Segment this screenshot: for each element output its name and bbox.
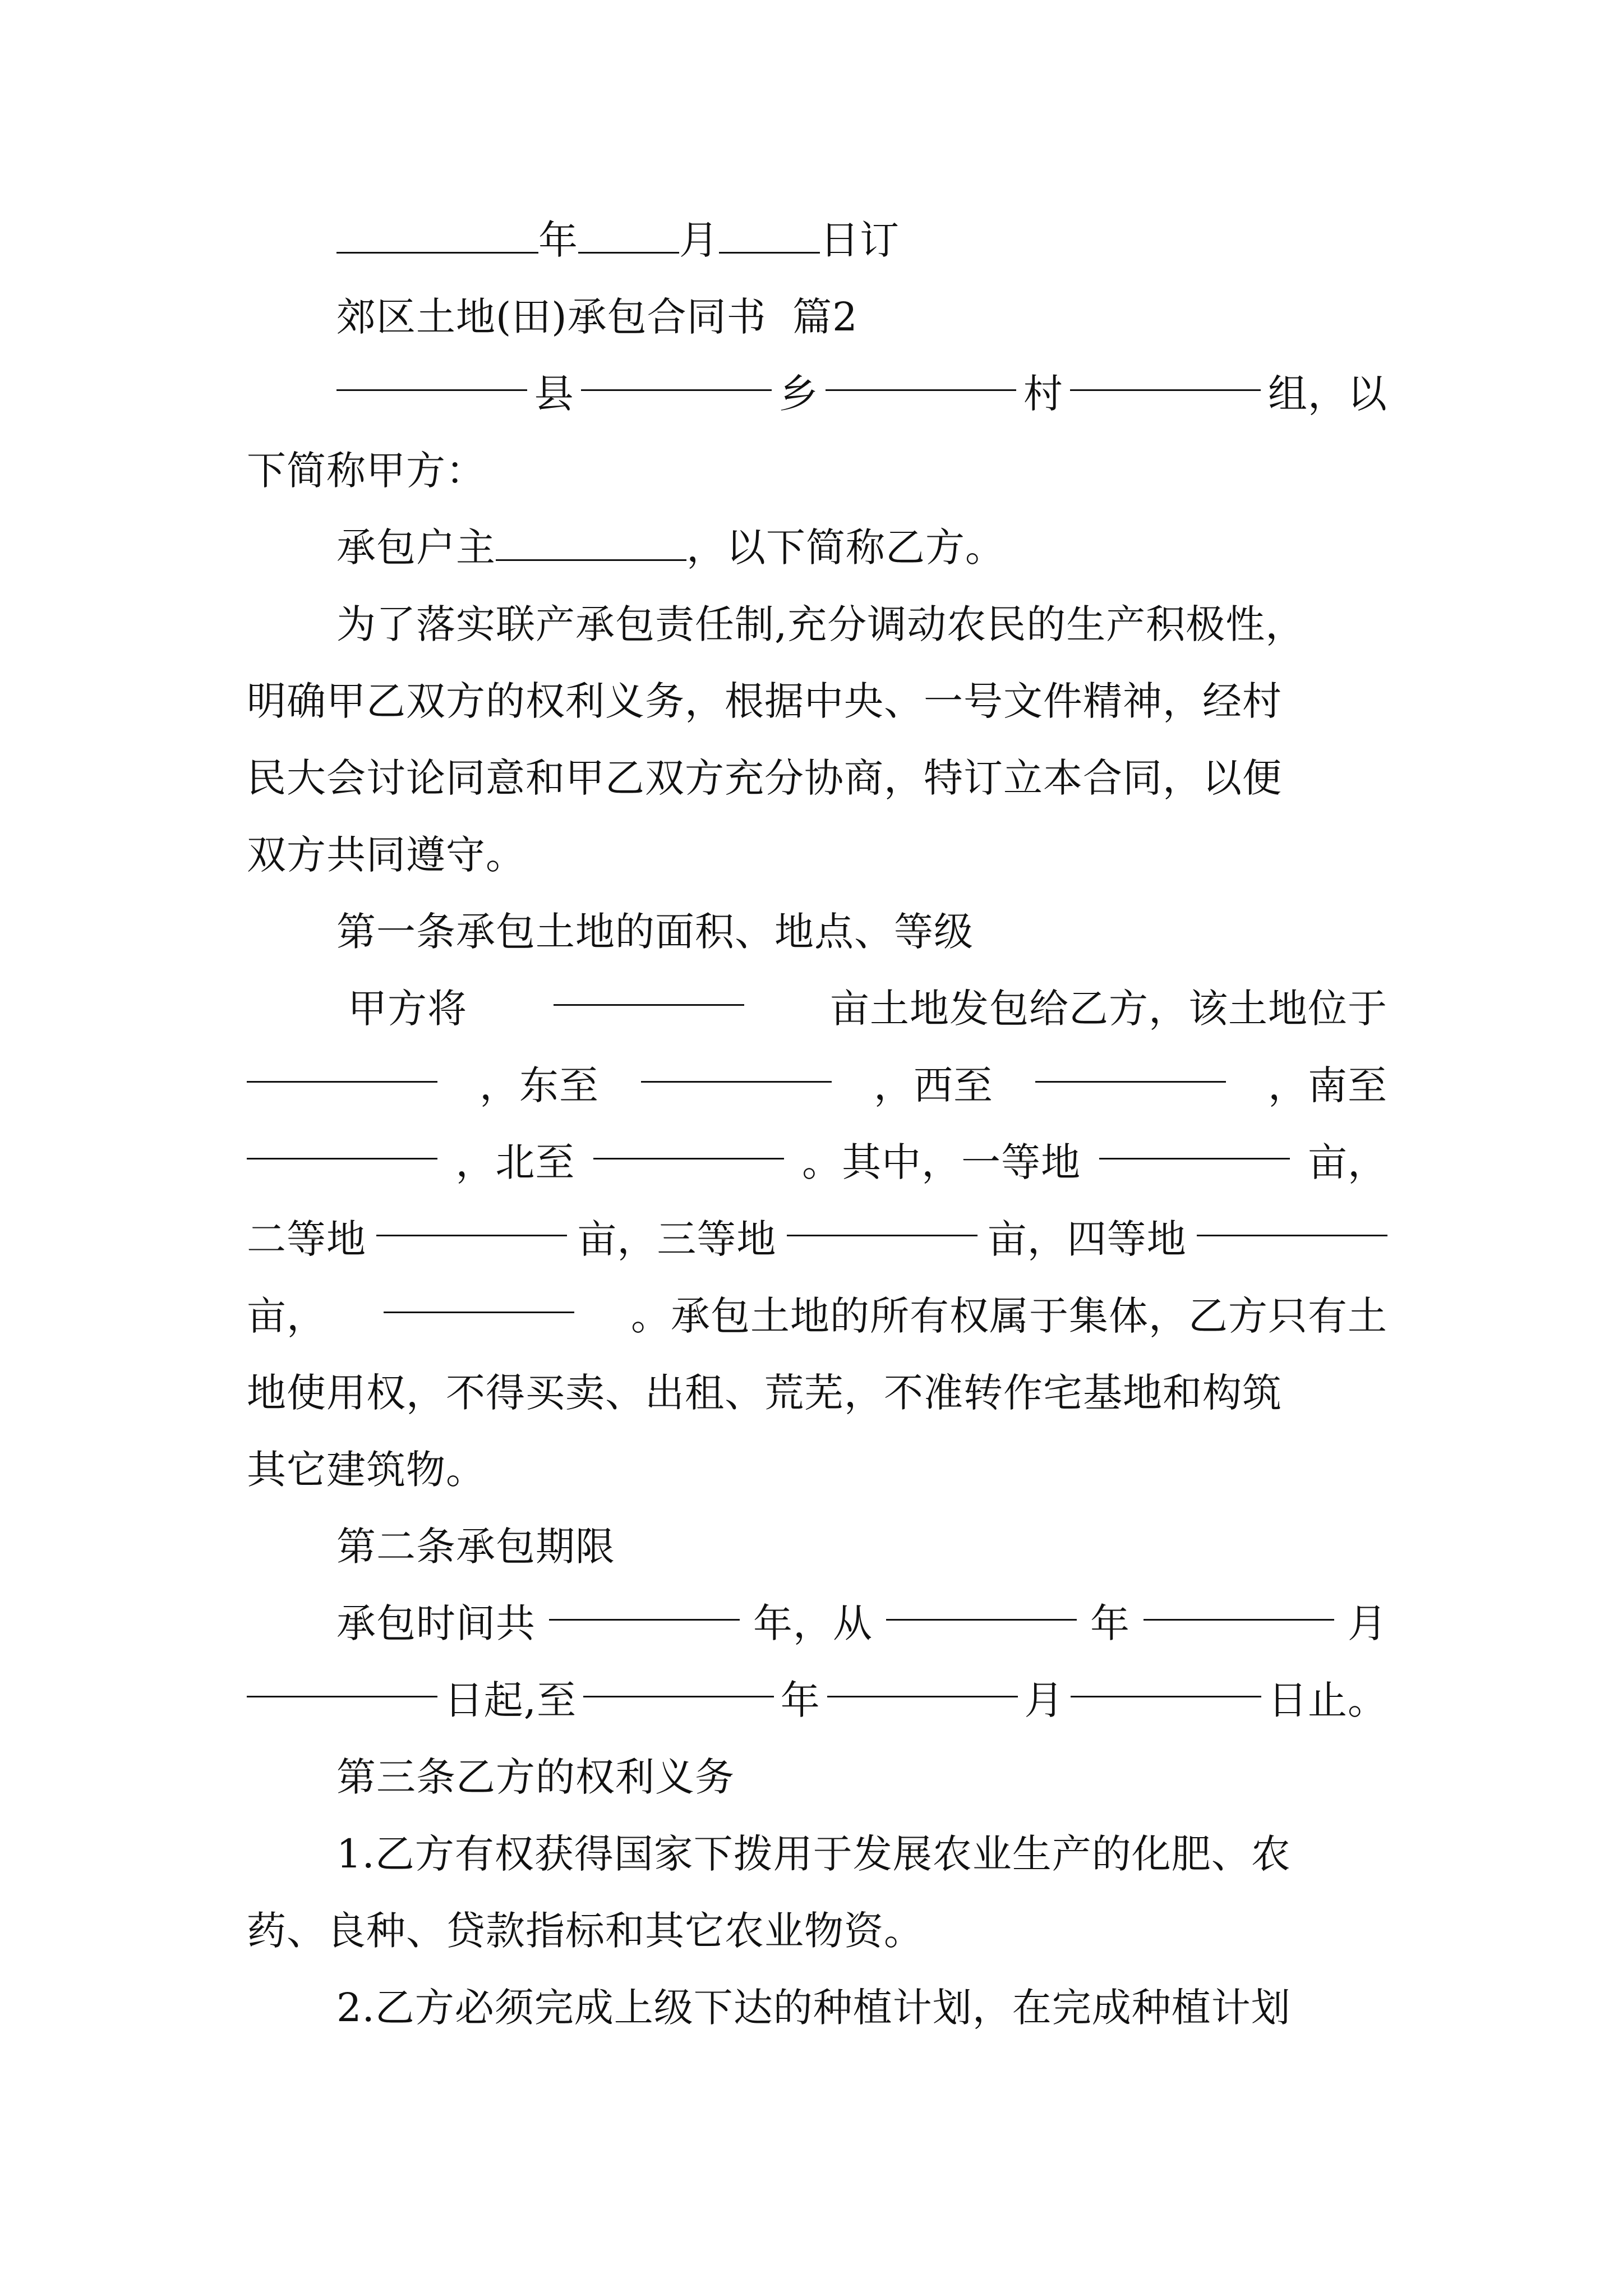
grade-2-blank [376,1201,567,1236]
preamble-line-4: 双方共同遵守。 [247,832,525,878]
other-blank [384,1278,574,1313]
south-boundary-blank [247,1124,437,1159]
article-1-title: 第一条承包土地的面积、地点、等级 [336,909,974,955]
start-day-blank [247,1662,437,1697]
article-1-line-3: ，北至 。其中，一等地 亩， [247,1124,1387,1201]
article-2-line-2: 日起,至 年 月 日止。 [247,1662,1387,1739]
term-years-blank [549,1585,740,1621]
article-1-line-7: 其它建筑物。 [247,1447,486,1493]
article-2-line-1: 承包时间共 年，从 年 月 [247,1585,1387,1662]
start-year-blank [886,1585,1077,1621]
grade-3-blank [787,1201,978,1236]
area-blank [554,970,744,1006]
article-3-title: 第三条乙方的权利义务 [336,1754,735,1800]
article-1-line-2: ，东至 ，西至 ，南至 [247,1047,1387,1124]
west-boundary-blank [1035,1047,1226,1083]
month-blank [578,218,679,254]
article-3-item-1-line-2: 药、良种、贷款指标和其它农业物资。 [247,1908,924,1954]
article-3-item-2-line-1: 2.乙方必须完成上级下达的种植计划，在完成种植计划 [336,1985,1291,2031]
group-blank [1070,356,1261,391]
article-1-line-6: 地使用权，不得买卖、出租、荒芜，不准转作宅基地和构筑 [247,1370,1282,1416]
document-title: 郊区土地(田)承包合同书 篇2 [336,294,858,340]
date-line: 年 月 日订 [247,202,1387,279]
location-blank [247,1047,437,1083]
grade-4-blank [1197,1201,1387,1236]
township-blank [581,356,772,391]
north-boundary-blank [593,1124,784,1159]
end-day-blank [1071,1662,1261,1697]
household-head-blank [496,526,686,561]
preamble-line-2: 明确甲乙双方的权利义务，根据中央、一号文件精神，经村 [247,678,1282,724]
end-year-blank [583,1662,774,1697]
end-month-blank [827,1662,1018,1697]
article-3-item-1-line-1: 1.乙方有权获得国家下拨用于发展农业生产的化肥、农 [336,1831,1291,1877]
preamble-line-1: 为了落实联产承包责任制,充分调动农民的生产积极性， [336,601,1306,647]
start-month-blank [1144,1585,1334,1621]
day-blank [719,218,820,254]
village-blank [826,356,1016,391]
preamble-line-3: 民大会讨论同意和甲乙双方充分协商，特订立本合同，以便 [247,755,1282,801]
grade-1-blank [1099,1124,1290,1159]
county-blank [336,356,527,391]
article-1-line-5: 亩， 。承包土地的所有权属于集体，乙方只有土 [247,1278,1387,1355]
article-1-line-4: 二等地 亩，三等地 亩，四等地 [247,1201,1387,1278]
party-a-line: 县 乡 村 组，以 [247,356,1387,432]
party-b-line: 承包户主 ，以下简称乙方。 [336,524,1005,570]
article-2-title: 第二条承包期限 [336,1524,615,1570]
party-a-continuation: 下简称甲方： [247,448,486,494]
year-blank [336,218,538,254]
east-boundary-blank [641,1047,832,1083]
article-1-line-1: 甲方将 亩土地发包给乙方，该土地位于 [247,970,1387,1047]
